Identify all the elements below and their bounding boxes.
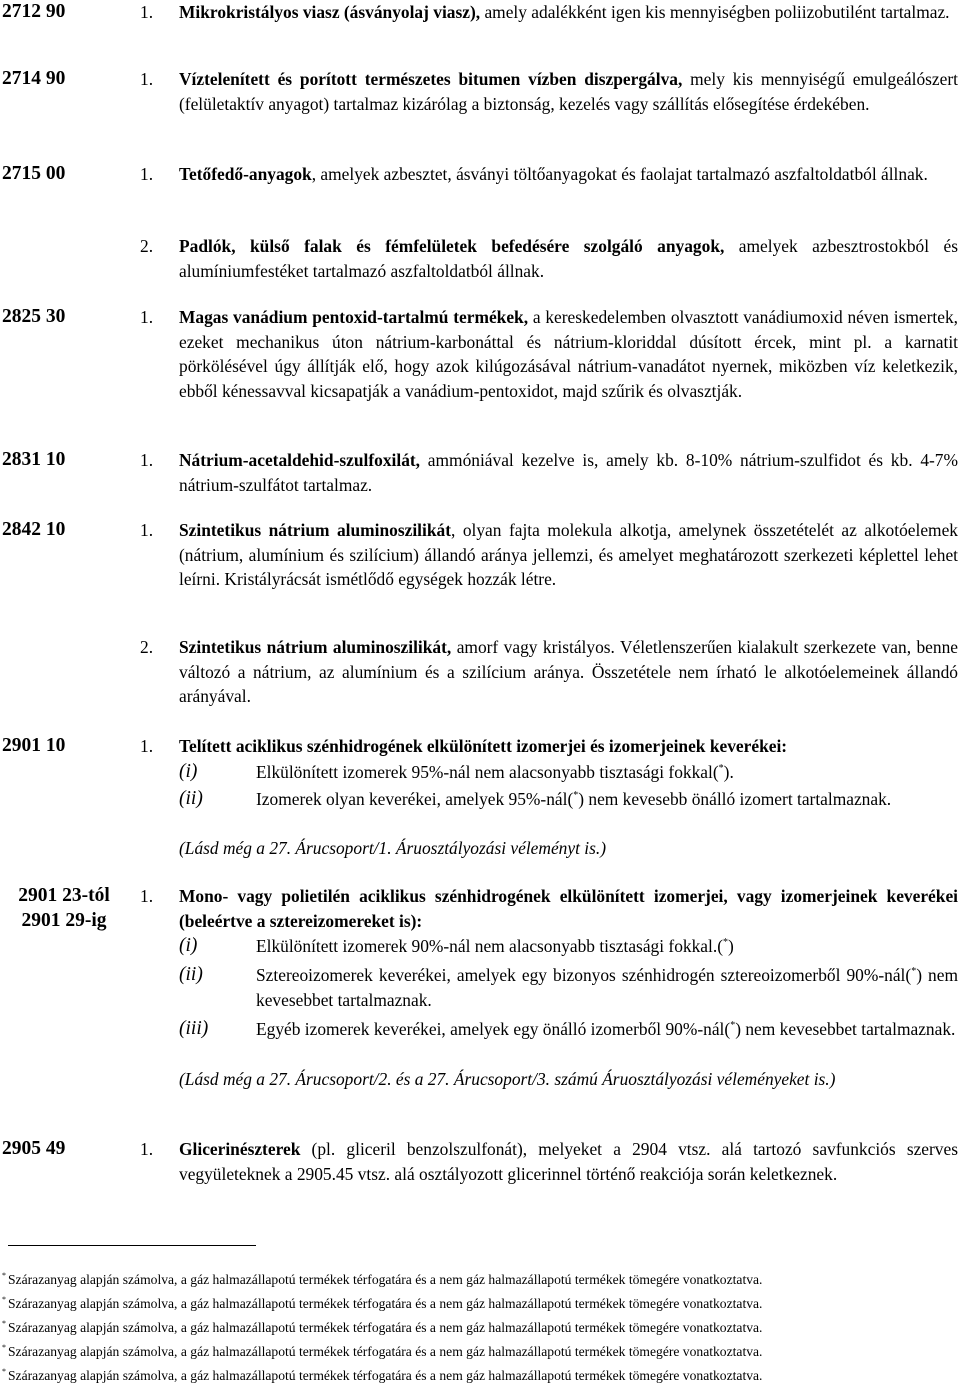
sub-text: Egyéb izomerek keverékei, amelyek egy önálló izomerből 90%-nál(*) nem kevesebbet tartalmaznak. [256, 1019, 956, 1039]
footnote-divider [8, 1245, 256, 1246]
item-text: Mono- vagy polietilén aciklikus szénhidrogének elkülönített izomerjei, vagy izomerjeinek keverékei (beleértve a sztereizomereket is): [179, 886, 958, 931]
footnote: * Szárazanyag alapján számolva, a gáz halmazállapotú termékek térfogatára és a nem gáz halmazállapotú termékek tömegére vonatkoztatva. [2, 1271, 763, 1287]
item-number: 1. [140, 520, 154, 540]
item-number: 1. [140, 450, 154, 470]
sub-text: Elkülönített izomerek 90%-nál nem alacsonyabb tisztasági fokkal.(*) [256, 936, 734, 956]
item-number: 1. [140, 736, 154, 756]
see-also-note: (Lásd még a 27. Árucsoport/2. és a 27. Árucsoport/3. számú Áruosztályozási véleményeket is.) [179, 1069, 836, 1089]
item-number: 2. [140, 637, 154, 657]
tariff-code: 2901 10 [2, 735, 66, 756]
item-text: Tetőfedő-anyagok, amelyek azbesztet, ásványi töltőanyagokat és faolajat tartalmazó aszfaltoldatból állnak. [179, 164, 928, 184]
sub-label: (ii) [179, 964, 203, 985]
item-text: Telített aciklikus szénhidrogének elkülönített izomerjei és izomerjeinek keverékei: [179, 736, 788, 756]
tariff-code: 2905 49 [2, 1138, 66, 1159]
item-number: 1. [140, 307, 154, 327]
tariff-code: 2842 10 [2, 519, 66, 540]
item-number: 1. [140, 1139, 154, 1159]
sub-text: Sztereoizomerek keverékei, amelyek egy bizonyos szénhidrogén sztereoizomerből 90%-nál(*) nem kevesebbet tartalmaznak. [256, 965, 958, 1010]
tariff-code: 2712 90 [2, 1, 66, 22]
item-text: Padlók, külső falak és fémfelületek befedésére szolgáló anyagok, amelyek azbesztrostokból és alumíniumfestéket tartalmazó aszfaltoldatból állnak. [179, 236, 958, 281]
tariff-code: 2825 30 [2, 306, 66, 327]
item-number: 2. [140, 236, 154, 256]
item-text: Nátrium-acetaldehid-szulfoxilát, ammóniával kezelve is, amely kb. 8-10% nátrium-szulfidot és kb. 4-7% nátrium-szulfátot tartalmaz. [179, 450, 958, 495]
sub-text: Elkülönített izomerek 95%-nál nem alacsonyabb tisztasági fokkal(*). [256, 762, 734, 782]
item-text: Víztelenített és porított természetes bitumen vízben diszpergálva, mely kis mennyiségű emulgeálószert (felületaktív anyagot) tartalmaz kizárólag a biztonság, kezelés vagy szállítás elősegítése érdekében. [179, 69, 958, 114]
item-text: Szintetikus nátrium aluminoszilikát, amorf vagy kristályos. Véletlenszerűen kialakult szerkezete van, benne változó a nátrium, az alumínium és a szilícium aránya. Összetétele nem írható le alkotóelemeinek állandó arányával. [179, 637, 959, 706]
item-text: Szintetikus nátrium aluminoszilikát, olyan fajta molekula alkotja, amelynek összetételét az alkotóelemek (nátrium, alumínium és szilícium) állandó aránya jellemzi, és amelyet meghatározott szerkezeti képlettel lehet leírni. Kristályrácsát ismétlődő egységek hozzák létre. [179, 520, 958, 589]
footnote: * Szárazanyag alapján számolva, a gáz halmazállapotú termékek térfogatára és a nem gáz halmazállapotú termékek tömegére vonatkoztatva. [2, 1295, 763, 1311]
sub-text: Izomerek olyan keverékei, amelyek 95%-nál(*) nem kevesebb önálló izomert tartalmaznak. [256, 789, 892, 809]
tariff-code: 2831 10 [2, 449, 66, 470]
item-text: Magas vanádium pentoxid-tartalmú termékek, a kereskedelemben olvasztott vanádiumoxid néven ismertek, ezeket mechanikus úton nátrium-karbonáttal és nátrium-kloriddal dúsított ércek, mint pl. a karnatit pörkölésével úgy állítják elő, hogy azok kilúgozásával nátrium-vanadátot nyernek, miközben víz keletkezik, ebből kénessavval kicsapatják a vanádium-pentoxidot, majd szűrik és olvasztják. [179, 307, 958, 401]
item-number: 1. [140, 164, 154, 184]
item-number: 1. [140, 69, 154, 89]
item-text: Glicerinészterek (pl. gliceril benzolszulfonát), melyeket a 2904 vtsz. alá tartozó savfunkciós szerves vegyületeknek a 2905.45 vtsz. alá osztályozott glicerinnel történő reakciója során keletkeznek. [179, 1139, 958, 1184]
item-number: 1. [140, 886, 154, 906]
tariff-code: 2715 00 [2, 163, 66, 184]
sub-label: (i) [179, 761, 198, 782]
footnote: * Szárazanyag alapján számolva, a gáz halmazállapotú termékek térfogatára és a nem gáz halmazállapotú termékek tömegére vonatkoztatva. [2, 1343, 763, 1359]
sub-label: (i) [179, 935, 198, 956]
footnote: * Szárazanyag alapján számolva, a gáz halmazállapotú termékek térfogatára és a nem gáz halmazállapotú termékek tömegére vonatkoztatva. [2, 1319, 763, 1335]
see-also-note: (Lásd még a 27. Árucsoport/1. Áruosztályozási véleményt is.) [179, 838, 606, 858]
tariff-code-from: 2901 23-tól [18, 885, 110, 906]
item-number: 1. [140, 2, 154, 22]
item-text: Mikrokristályos viasz (ásványolaj viasz), amely adalékként igen kis mennyiségben poliizobutilént tartalmaz. [179, 2, 950, 22]
footnote: * Szárazanyag alapján számolva, a gáz halmazállapotú termékek térfogatára és a nem gáz halmazállapotú termékek tömegére vonatkoztatva. [2, 1367, 763, 1383]
tariff-code-to: 2901 29-ig [21, 909, 107, 931]
tariff-code [0, 884, 128, 933]
tariff-code: 2714 90 [2, 68, 66, 89]
sub-label: (iii) [179, 1018, 209, 1039]
sub-label: (ii) [179, 788, 203, 809]
